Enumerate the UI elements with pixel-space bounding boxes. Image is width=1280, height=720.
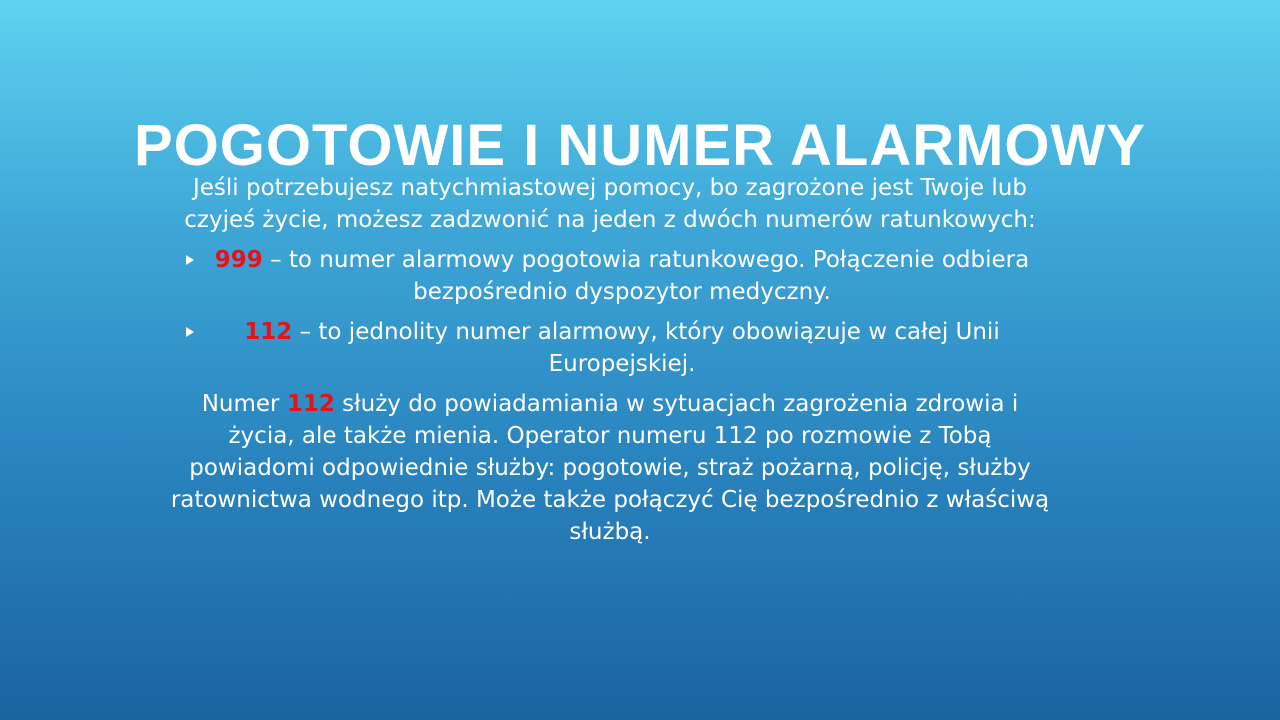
- list-item-112: [170, 316, 1050, 380]
- emergency-numbers-list: [170, 244, 1050, 380]
- slide-title: POGOTOWIE I NUMER ALARMOWY: [134, 112, 1146, 178]
- intro-paragraph: Jeśli potrzebujesz natychmiastowej pomocy, bo zagrożone jest Twoje lub czyjeś życie, możesz zadzwonić na jeden z dwóch numerów ratunkowych:: [184, 175, 1036, 233]
- list-item-text: – to numer alarmowy pogotowia ratunkowego. Połączenie odbiera bezpośrednio dyspozytor medyczny.: [262, 247, 1030, 305]
- slide-content: [170, 172, 1050, 548]
- triangle-bullet-icon: [186, 327, 194, 337]
- closing-paragraph: [170, 388, 1050, 548]
- emergency-number-999: 999: [214, 247, 263, 273]
- emergency-number-112: 112: [244, 319, 293, 345]
- triangle-bullet-icon: [186, 255, 194, 265]
- closing-prefix: Numer: [201, 391, 287, 417]
- list-item-text: – to jednolity numer alarmowy, który obowiązuje w całej Unii Europejskiej.: [292, 319, 1000, 377]
- closing-text: służy do powiadamiania w sytuacjach zagrożenia zdrowia i życia, ale także mienia. Operator numeru 112 po rozmowie z Tobą powiadomi odpowiednie służby: pogotowie, straż pożarną, policję, służby ratownictwa wodnego itp. Może także połączyć Cię bezpośrednio z właściwą służbą.: [170, 391, 1050, 545]
- list-item-999: [170, 244, 1050, 308]
- emergency-number-112-inline: 112: [286, 391, 335, 417]
